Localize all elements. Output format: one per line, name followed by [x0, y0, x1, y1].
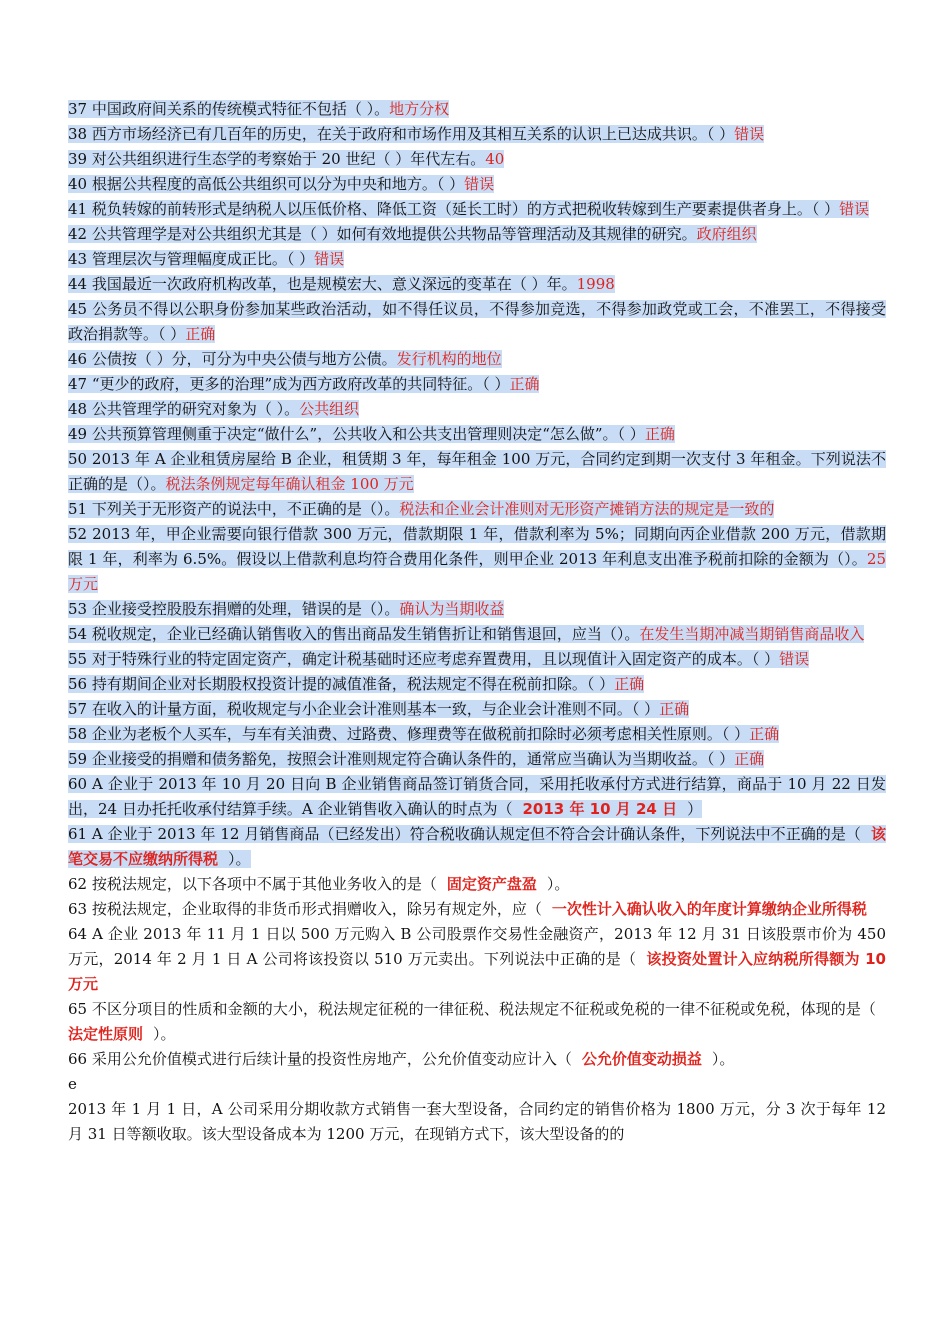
answer-text: 法定性原则 [68, 1025, 144, 1043]
question-text: 61 A 企业于 2013 年 12 月销售商品（已经发出）符合税收确认规定但不符合会计确认条件，下列说法中不正确的是（ [68, 825, 861, 843]
question-item [68, 97, 886, 122]
answer-text: 在发生当期冲减当期销售商品收入 [639, 625, 865, 643]
question-item [68, 497, 886, 522]
question-text: 53 企业接受控股股东捐赠的处理，错误的是（）。 [68, 600, 400, 618]
question-item [68, 822, 886, 872]
question-text: 46 公债按（ ）分，可分为中央公债与地方公债。 [68, 350, 397, 368]
answer-text: 错误 [734, 125, 765, 143]
question-text: 60 A 企业于 2013 年 10 月 20 日向 B 企业销售商品签订销货合同，采用托收承付方式进行结算，商品于 10 月 22 日发出，24 日办托托收承付结算手续。A 企业销售收入确认的时点为（ [68, 775, 886, 818]
answer-text: 错误 [314, 250, 345, 268]
question-item [68, 872, 886, 897]
question-item [68, 747, 886, 772]
document-page [68, 97, 886, 1147]
question-text: 51 下列关于无形资产的说法中，不正确的是（）。 [68, 500, 400, 518]
answer-text: 地方分权 [389, 100, 450, 118]
question-tail: ）。 [711, 1050, 735, 1068]
question-item [68, 122, 886, 147]
question-text: 45 公务员不得以公职身份参加某些政治活动，如不得任议员，不得参加竞选，不得参加政党或工会，不准罢工，不得接受政治捐款等。（ ） [68, 300, 886, 343]
question-text: 64 A 企业 2013 年 11 月 1 日以 500 万元购入 B 公司股票作交易性金融资产，2013 年 12 月 31 日该股票市价为 450 万元，2014 年 2 月 1 日 A 公司将该投资以 510 万元卖出。下列说法中正确的是（ [68, 925, 886, 968]
answer-text: 正确 [749, 725, 780, 743]
question-text: 63 按税法规定，企业取得的非货币形式捐赠收入，除另有规定外，应（ [68, 900, 542, 918]
answer-text: 错误 [464, 175, 495, 193]
question-item [68, 522, 886, 597]
question-item [68, 897, 886, 922]
question-text: 37 中国政府间关系的传统模式特征不包括（ ）。 [68, 100, 390, 118]
answer-text: 正确 [734, 750, 765, 768]
question-item [68, 222, 886, 247]
answer-text: 公允价值变动损益 [581, 1050, 702, 1068]
question-item [68, 722, 886, 747]
question-item [68, 622, 886, 647]
answer-text: 该投资处置计入应纳税所得额为 10 万元 [68, 950, 886, 993]
question-text: 55 对于特殊行业的特定固定资产，确定计税基础时还应考虑弃置费用，且以现值计入固定资产的成本。（ ） [68, 650, 780, 668]
question-item [68, 347, 886, 372]
question-text: 62 按税法规定，以下各项中不属于其他业务收入的是（ [68, 875, 437, 893]
answer-text: 2013 年 10 月 24 日 [522, 800, 678, 818]
question-item [68, 772, 886, 822]
question-item [68, 597, 886, 622]
answer-text: 错误 [839, 200, 870, 218]
question-text: 65 不区分项目的性质和金额的大小，税法规定征税的一律征税、税法规定不征税或免税的一律不征税或免税，体现的是（ [68, 1000, 876, 1018]
question-list [68, 97, 886, 1072]
question-text: 54 税收规定，企业已经确认销售收入的售出商品发生销售折让和销售退回，应当（）。 [68, 625, 640, 643]
answer-text: 正确 [614, 675, 645, 693]
answer-text: 1998 [576, 275, 615, 293]
question-item [68, 172, 886, 197]
question-text: 58 企业为老板个人买车，与车有关油费、过路费、修理费等在做税前扣除时必须考虑相关性原则。（ ） [68, 725, 750, 743]
question-text: 38 西方市场经济已有几百年的历史，在关于政府和市场作用及其相互关系的认识上已达成共识。（ ） [68, 125, 735, 143]
question-text: 48 公共管理学的研究对象为（ ）。 [68, 400, 300, 418]
question-tail: ）。 [228, 850, 251, 868]
question-item [68, 647, 886, 672]
question-text: 57 在收入的计量方面，税收规定与小企业会计准则基本一致，与企业会计准则不同。（ ） [68, 700, 660, 718]
question-text: 47 “更少的政府，更多的治理”成为西方政府改革的共同特征。（ ） [68, 375, 510, 393]
answer-text: 正确 [659, 700, 690, 718]
question-text: 39 对公共组织进行生态学的考察始于 20 世纪（ ）年代左右。 [68, 150, 486, 168]
answer-text: 确认为当期收益 [399, 600, 505, 618]
question-item [68, 397, 886, 422]
answer-text: 错误 [779, 650, 810, 668]
closing-paragraph: 2013 年 1 月 1 日，A 公司采用分期收款方式销售一套大型设备，合同约定的销售价格为 1800 万元，分 3 次于每年 12 月 31 日等额收取。该大型设备成本为 1200 万元，在现销方式下，该大型设备的的 [68, 1100, 886, 1143]
question-tail: ） [687, 800, 703, 818]
question-text: 42 公共管理学是对公共组织尤其是（ ）如何有效地提供公共物品等管理活动及其规律的研究。 [68, 225, 697, 243]
question-tail: ）。 [153, 1025, 176, 1043]
question-item [68, 247, 886, 272]
question-text: 43 管理层次与管理幅度成正比。（ ） [68, 250, 315, 268]
answer-text: 公共组织 [299, 400, 360, 418]
answer-text: 40 [485, 150, 505, 168]
answer-text: 正确 [644, 425, 675, 443]
answer-text: 正确 [509, 375, 540, 393]
question-text: 50 2013 年 A 企业租赁房屋给 B 企业，租赁期 3 年，每年租金 100 万元，合同约定到期一次支付 3 年租金。下列说法不正确的是（）。 [68, 450, 886, 493]
question-text: 56 持有期间企业对长期股权投资计提的减值准备，税法规定不得在税前扣除。（ ） [68, 675, 615, 693]
answer-text: 固定资产盘盈 [446, 875, 537, 893]
question-item [68, 697, 886, 722]
question-text: 41 税负转嫁的前转形式是纳税人以压低价格、降低工资（延长工时）的方式把税收转嫁到生产要素提供者身上。（ ） [68, 200, 840, 218]
question-item [68, 672, 886, 697]
question-text: 49 公共预算管理侧重于决定“做什么”，公共收入和公共支出管理则决定“怎么做”。（ ） [68, 425, 645, 443]
question-item [68, 272, 886, 297]
answer-text: 税法和企业会计准则对无形资产摊销方法的规定是一致的 [399, 500, 775, 518]
question-item [68, 297, 886, 347]
answer-text: 25 万元 [68, 550, 886, 593]
question-item [68, 372, 886, 397]
question-tail: ）。 [546, 875, 570, 893]
question-text: 59 企业接受的捐赠和债务豁免，按照会计准则规定符合确认条件的，通常应当确认为当期收益。（ ） [68, 750, 735, 768]
question-text: 40 根据公共程度的高低公共组织可以分为中央和地方。（ ） [68, 175, 465, 193]
answer-text: 发行机构的地位 [396, 350, 502, 368]
answer-text: 政府组织 [696, 225, 757, 243]
stray-letter: e [68, 1075, 77, 1093]
question-item [68, 447, 886, 497]
question-text: 52 2013 年，甲企业需要向银行借款 300 万元，借款期限 1 年，借款利率为 5%；同期向丙企业借款 200 万元，借款期限 1 年，利率为 6.5%。假设以上借款利息均符合费用化条件，则甲企业 2013 年利息支出准予税前扣除的金额为（）。 [68, 525, 886, 568]
question-item [68, 147, 886, 172]
answer-text: 税法条例规定每年确认租金 100 万元 [165, 475, 414, 493]
answer-text: 正确 [185, 325, 216, 343]
question-item [68, 922, 886, 997]
answer-text: 该笔交易不应缴纳所得税 [68, 825, 886, 868]
question-item [68, 1047, 886, 1072]
question-text: 66 采用公允价值模式进行后续计量的投资性房地产，公允价值变动应计入（ [68, 1050, 572, 1068]
answer-text: 一次性计入确认收入的年度计算缴纳企业所得税 [551, 900, 867, 918]
question-item [68, 197, 886, 222]
question-item [68, 997, 886, 1047]
question-item [68, 422, 886, 447]
question-text: 44 我国最近一次政府机构改革，也是规模宏大、意义深远的变革在（ ）年。 [68, 275, 577, 293]
